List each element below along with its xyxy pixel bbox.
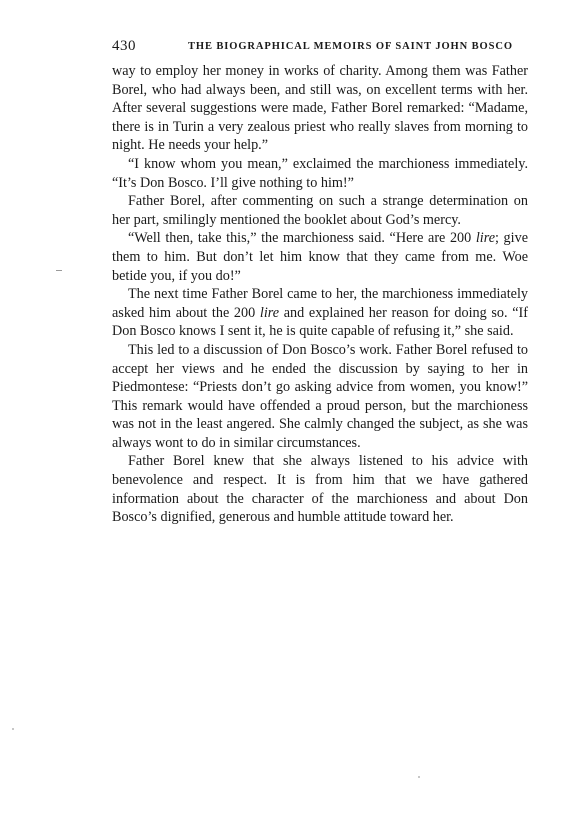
page-number: 430 (112, 38, 136, 54)
scan-speck (12, 728, 14, 730)
paragraph: Father Borel, after commenting on such a strange determination on her part, smilingly mentioned the booklet about God’s mercy. (112, 193, 528, 228)
paragraph: The next time Father Borel came to her, the marchioness immediately asked him about the 200 lire and explained her reason for doing so. “If Don Bosco knows I sent it, he is quite capable of refusing it,” she said. (112, 286, 528, 340)
paragraph: “I know whom you mean,” exclaimed the marchioness immediately. “It’s Don Bosco. I’ll give nothing to him!” (112, 155, 528, 191)
paragraph: way to employ her money in works of charity. Among them was Father Borel, who had always been, and still was, on excellent terms with her. After several suggestions were made, Father Borel remarked: “Madame, there is in Turin a very zealous priest who really slaves from morning to night. He needs your help.” (112, 63, 528, 154)
running-title: THE BIOGRAPHICAL MEMOIRS OF SAINT JOHN BOSCO (188, 41, 513, 52)
paragraph: Father Borel knew that she always listened to his advice with benevolence and respect. It is from him that we have gathered information about the character of the marchioness and about Don Bosco’s dignified, generous and humble attitude toward her. (112, 453, 528, 526)
paragraph: This led to a discussion of Don Bosco’s work. Father Borel refused to accept her views and he ended the discussion by saying to her in Piedmontese: “Priests don’t go asking advice from women, you know!” This remark would have offended a proud person, but the marchioness was not in the least angered. She calmly changed the subject, as she was always wont to do in similar circumstances. (112, 341, 528, 451)
page-header (112, 38, 530, 58)
scan-speck (418, 776, 420, 778)
body-text (112, 62, 528, 527)
paragraph: “Well then, take this,” the marchioness said. “Here are 200 lire; give them to him. But don’t let him know that they came from me. Woe betide you, if you do!” (112, 230, 528, 284)
margin-mark (56, 270, 62, 271)
